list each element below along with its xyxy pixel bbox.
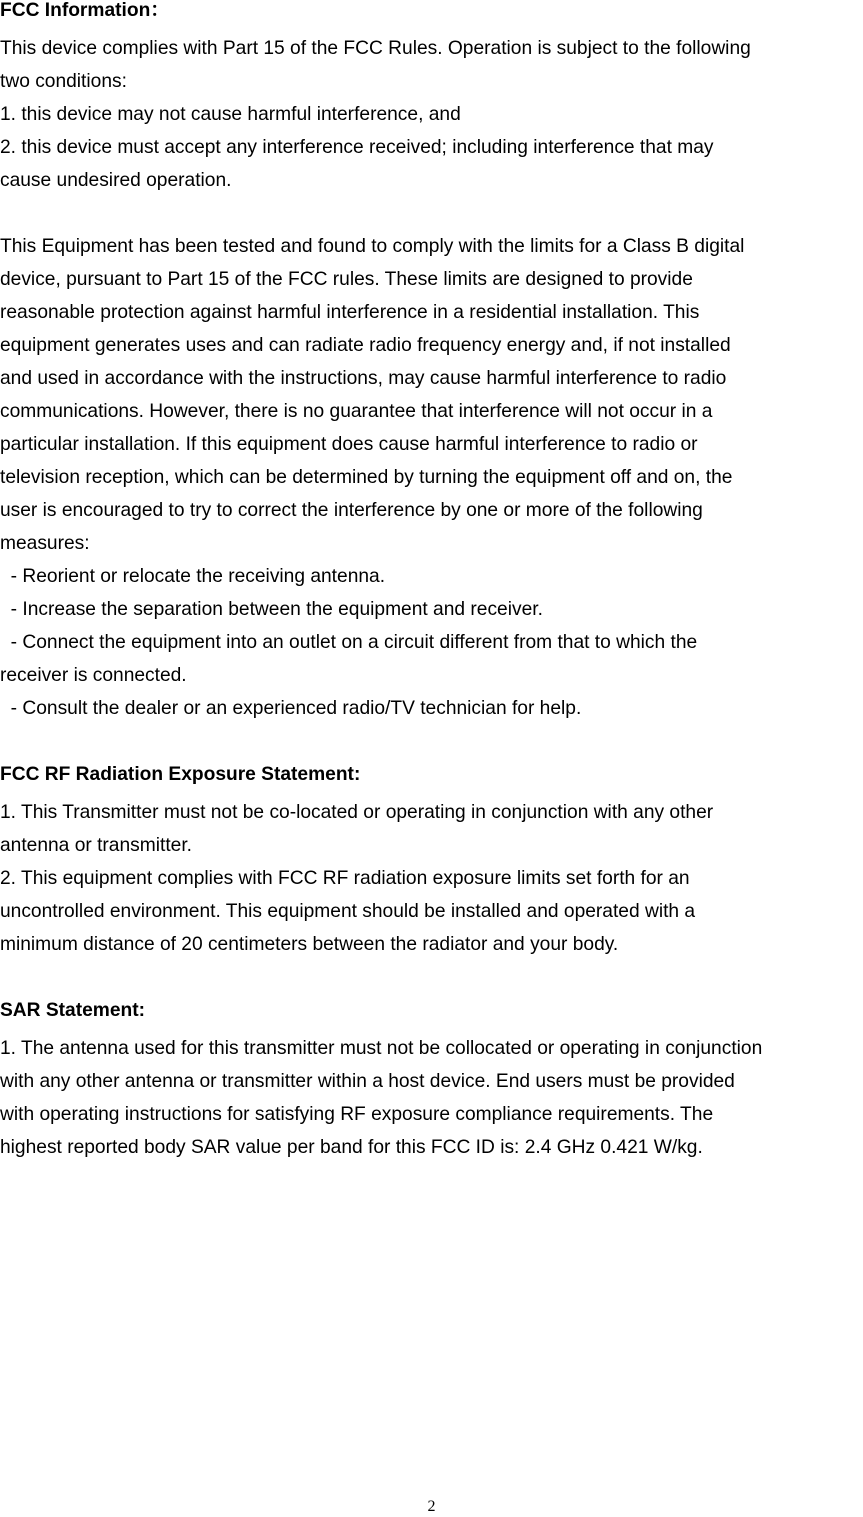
fcc-information-heading: FCC Information： xyxy=(0,0,170,21)
class-b-line: communications. However, there is no guarantee that interference will not occur in a xyxy=(0,401,713,422)
fcc-info-line: This device complies with Part 15 of the FCC Rules. Operation is subject to the following xyxy=(0,38,751,59)
fcc-info-line: 1. this device may not cause harmful interference, and xyxy=(0,104,461,125)
sar-line: 1. The antenna used for this transmitter must not be collocated or operating in conjunction xyxy=(0,1038,763,1059)
class-b-line: particular installation. If this equipment does cause harmful interference to radio or xyxy=(0,434,698,455)
measure-item: - Consult the dealer or an experienced radio/TV technician for help. xyxy=(0,698,582,719)
rf-exposure-line: 1. This Transmitter must not be co-located or operating in conjunction with any other xyxy=(0,802,714,823)
page-number: 2 xyxy=(427,1498,436,1515)
sar-line: with any other antenna or transmitter within a host device. End users must be provided xyxy=(0,1071,735,1092)
rf-exposure-section xyxy=(0,758,863,961)
fcc-info-line: two conditions: xyxy=(0,71,127,92)
class-b-line: measures: xyxy=(0,533,90,554)
sar-line: with operating instructions for satisfying RF exposure compliance requirements. The xyxy=(0,1104,714,1125)
rf-exposure-line: 2. This equipment complies with FCC RF radiation exposure limits set forth for an xyxy=(0,868,690,889)
class-b-line: and used in accordance with the instructions, may cause harmful interference to radio xyxy=(0,368,727,389)
rf-exposure-line: uncontrolled environment. This equipment should be installed and operated with a xyxy=(0,901,696,922)
measure-item: - Reorient or relocate the receiving antenna. xyxy=(0,566,386,587)
class-b-line: television reception, which can be determined by turning the equipment off and on, the xyxy=(0,467,733,488)
sar-heading: SAR Statement: xyxy=(0,1000,145,1021)
class-b-line: reasonable protection against harmful interference in a residential installation. This xyxy=(0,302,700,323)
section-spacer xyxy=(0,961,863,994)
fcc-information-section xyxy=(0,0,863,197)
class-b-line: user is encouraged to try to correct the interference by one or more of the following xyxy=(0,500,703,521)
sar-line: highest reported body SAR value per band for this FCC ID is: 2.4 GHz 0.421 W/kg. xyxy=(0,1137,703,1158)
class-b-line: equipment generates uses and can radiate radio frequency energy and, if not installed xyxy=(0,335,731,356)
section-spacer xyxy=(0,725,863,758)
rf-exposure-line: antenna or transmitter. xyxy=(0,835,192,856)
measure-item: - Connect the equipment into an outlet on a circuit different from that to which the xyxy=(0,632,698,653)
measure-item: receiver is connected. xyxy=(0,665,187,686)
class-b-line: device, pursuant to Part 15 of the FCC rules. These limits are designed to provide xyxy=(0,269,693,290)
sar-section xyxy=(0,994,863,1164)
fcc-info-line: 2. this device must accept any interference received; including interference that may xyxy=(0,137,714,158)
class-b-section xyxy=(0,230,863,725)
section-spacer xyxy=(0,197,863,230)
class-b-line: This Equipment has been tested and found to comply with the limits for a Class B digital xyxy=(0,236,745,257)
rf-exposure-heading: FCC RF Radiation Exposure Statement: xyxy=(0,764,361,785)
fcc-info-line: cause undesired operation. xyxy=(0,170,232,191)
measure-item: - Increase the separation between the equipment and receiver. xyxy=(0,599,543,620)
rf-exposure-line: minimum distance of 20 centimeters between the radiator and your body. xyxy=(0,934,619,955)
